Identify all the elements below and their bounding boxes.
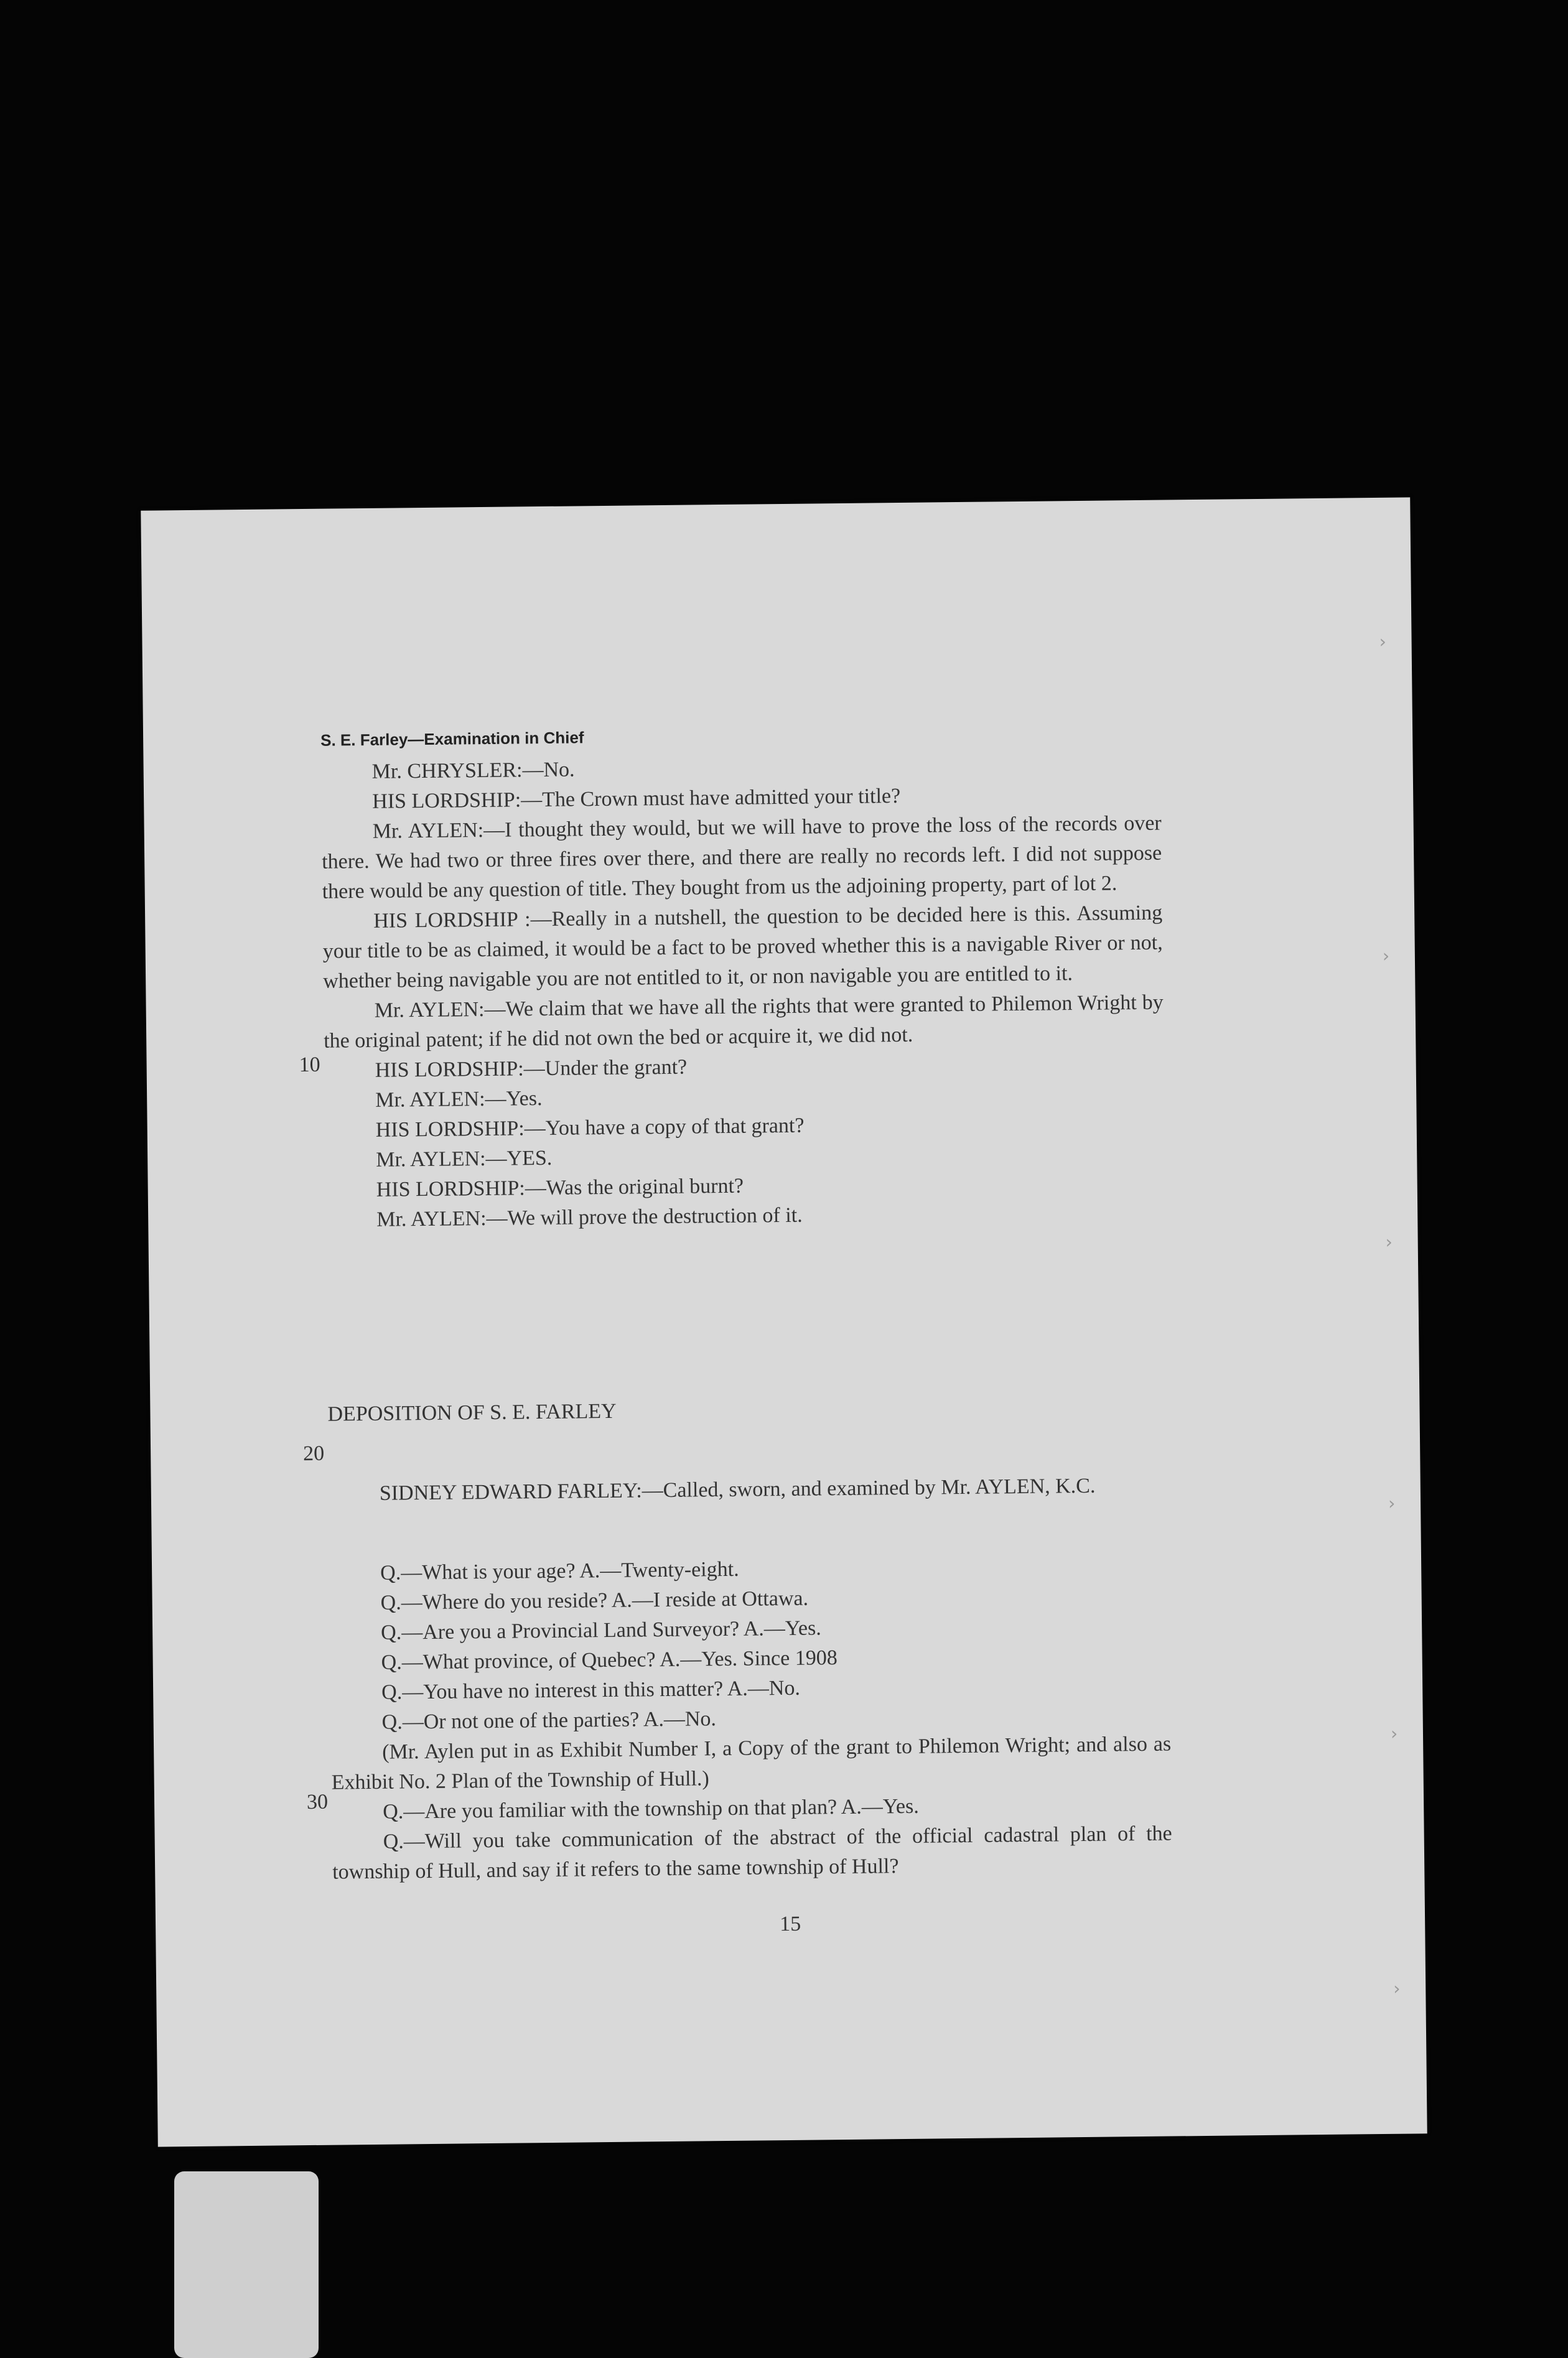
paragraph: Mr. AYLEN:—YES. [376, 1146, 553, 1172]
paragraph: Q.—What province, of Quebec? A.—Yes. Since 1908 [381, 1646, 838, 1674]
paragraph: Mr. AYLEN:—We claim that we have all the rights that were granted to Philemon Wright by the original patent; if he did not own the bed or acquire it, we did not. [324, 990, 1164, 1053]
binding-mark-icon: › [1393, 1978, 1401, 1999]
page-number: 15 [779, 1912, 801, 1936]
paragraph: Q.—What is your age? A.—Twenty-eight. [380, 1557, 739, 1585]
next-page-edge [174, 2171, 319, 2358]
binding-mark-icon: › [1385, 1231, 1393, 1252]
binding-mark-icon: › [1390, 1723, 1398, 1744]
deposition-title: DEPOSITION OF S. E. FARLEY [327, 1399, 617, 1426]
paragraph: HIS LORDSHIP:—Under the grant? [375, 1055, 688, 1082]
running-header: S. E. Farley—Examination in Chief [320, 728, 584, 750]
binding-mark-icon: › [1379, 631, 1386, 652]
line-number-10: 10 [299, 1053, 320, 1077]
dialogue-section [320, 749, 1165, 1236]
paragraph: HIS LORDSHIP:—Was the original burnt? [376, 1174, 744, 1201]
intro-block [329, 1471, 1169, 1509]
binding-mark-icon: › [1382, 945, 1390, 966]
document-page [141, 497, 1427, 2146]
line-number-30: 30 [306, 1790, 329, 1814]
deposition-heading-block [327, 1391, 1167, 1430]
paragraph: Q.—You have no interest in this matter? A.—No. [381, 1676, 801, 1704]
paragraph: Q.—Are you a Provincial Land Surveyor? A.—Yes. [380, 1616, 821, 1644]
paragraph: Mr. AYLEN:—Yes. [375, 1087, 543, 1112]
paragraph: Q.—Or not one of the parties? A.—No. [381, 1707, 717, 1734]
paragraph: Mr. CHRYSLER:—No. [371, 758, 575, 783]
paragraph: (Mr. Aylen put in as Exhibit Number I, a Copy of the grant to Philemon Wright; and also as Exhibit No. 2 Plan of the Township of Hull.) [331, 1732, 1172, 1794]
paragraph: Q.—Where do you reside? A.—I reside at Ottawa. [380, 1587, 809, 1615]
paragraph: HIS LORDSHIP :—Really in a nutshell, the question to be decided here is this. Assuming your title to be as claimed, it would be a fact to be proved whether this is a navigable River or not, whether being navigable you are not entitled to it, or non navigable you are entitled to it. [322, 901, 1163, 993]
line-number-20: 20 [302, 1442, 325, 1466]
paragraph: Q.—Are you familiar with the township on that plan? A.—Yes. [383, 1794, 919, 1824]
binding-mark-icon: › [1388, 1493, 1396, 1514]
paragraph: HIS LORDSHIP:—You have a copy of that grant? [375, 1114, 805, 1142]
paragraph: Mr. AYLEN:—I thought they would, but we will have to prove the loss of the records over there. We had two or three fires over there, and there are really no records left. I did not suppose there would be any question of title. They bought from us the adjoining property, part of lot 2. [322, 811, 1162, 903]
paragraph: Q.—Will you take communication of the abstract of the official cadastral plan of the township of Hull, and say if it refers to the same township of Hull? [332, 1822, 1172, 1884]
examination-section [329, 1550, 1172, 1888]
paragraph: Mr. AYLEN:—We will prove the destruction of it. [376, 1203, 803, 1231]
intro-paragraph: SIDNEY EDWARD FARLEY:—Called, sworn, and examined by Mr. AYLEN, K.C. [379, 1474, 1096, 1505]
paragraph: HIS LORDSHIP:—The Crown must have admitted your title? [372, 784, 901, 813]
